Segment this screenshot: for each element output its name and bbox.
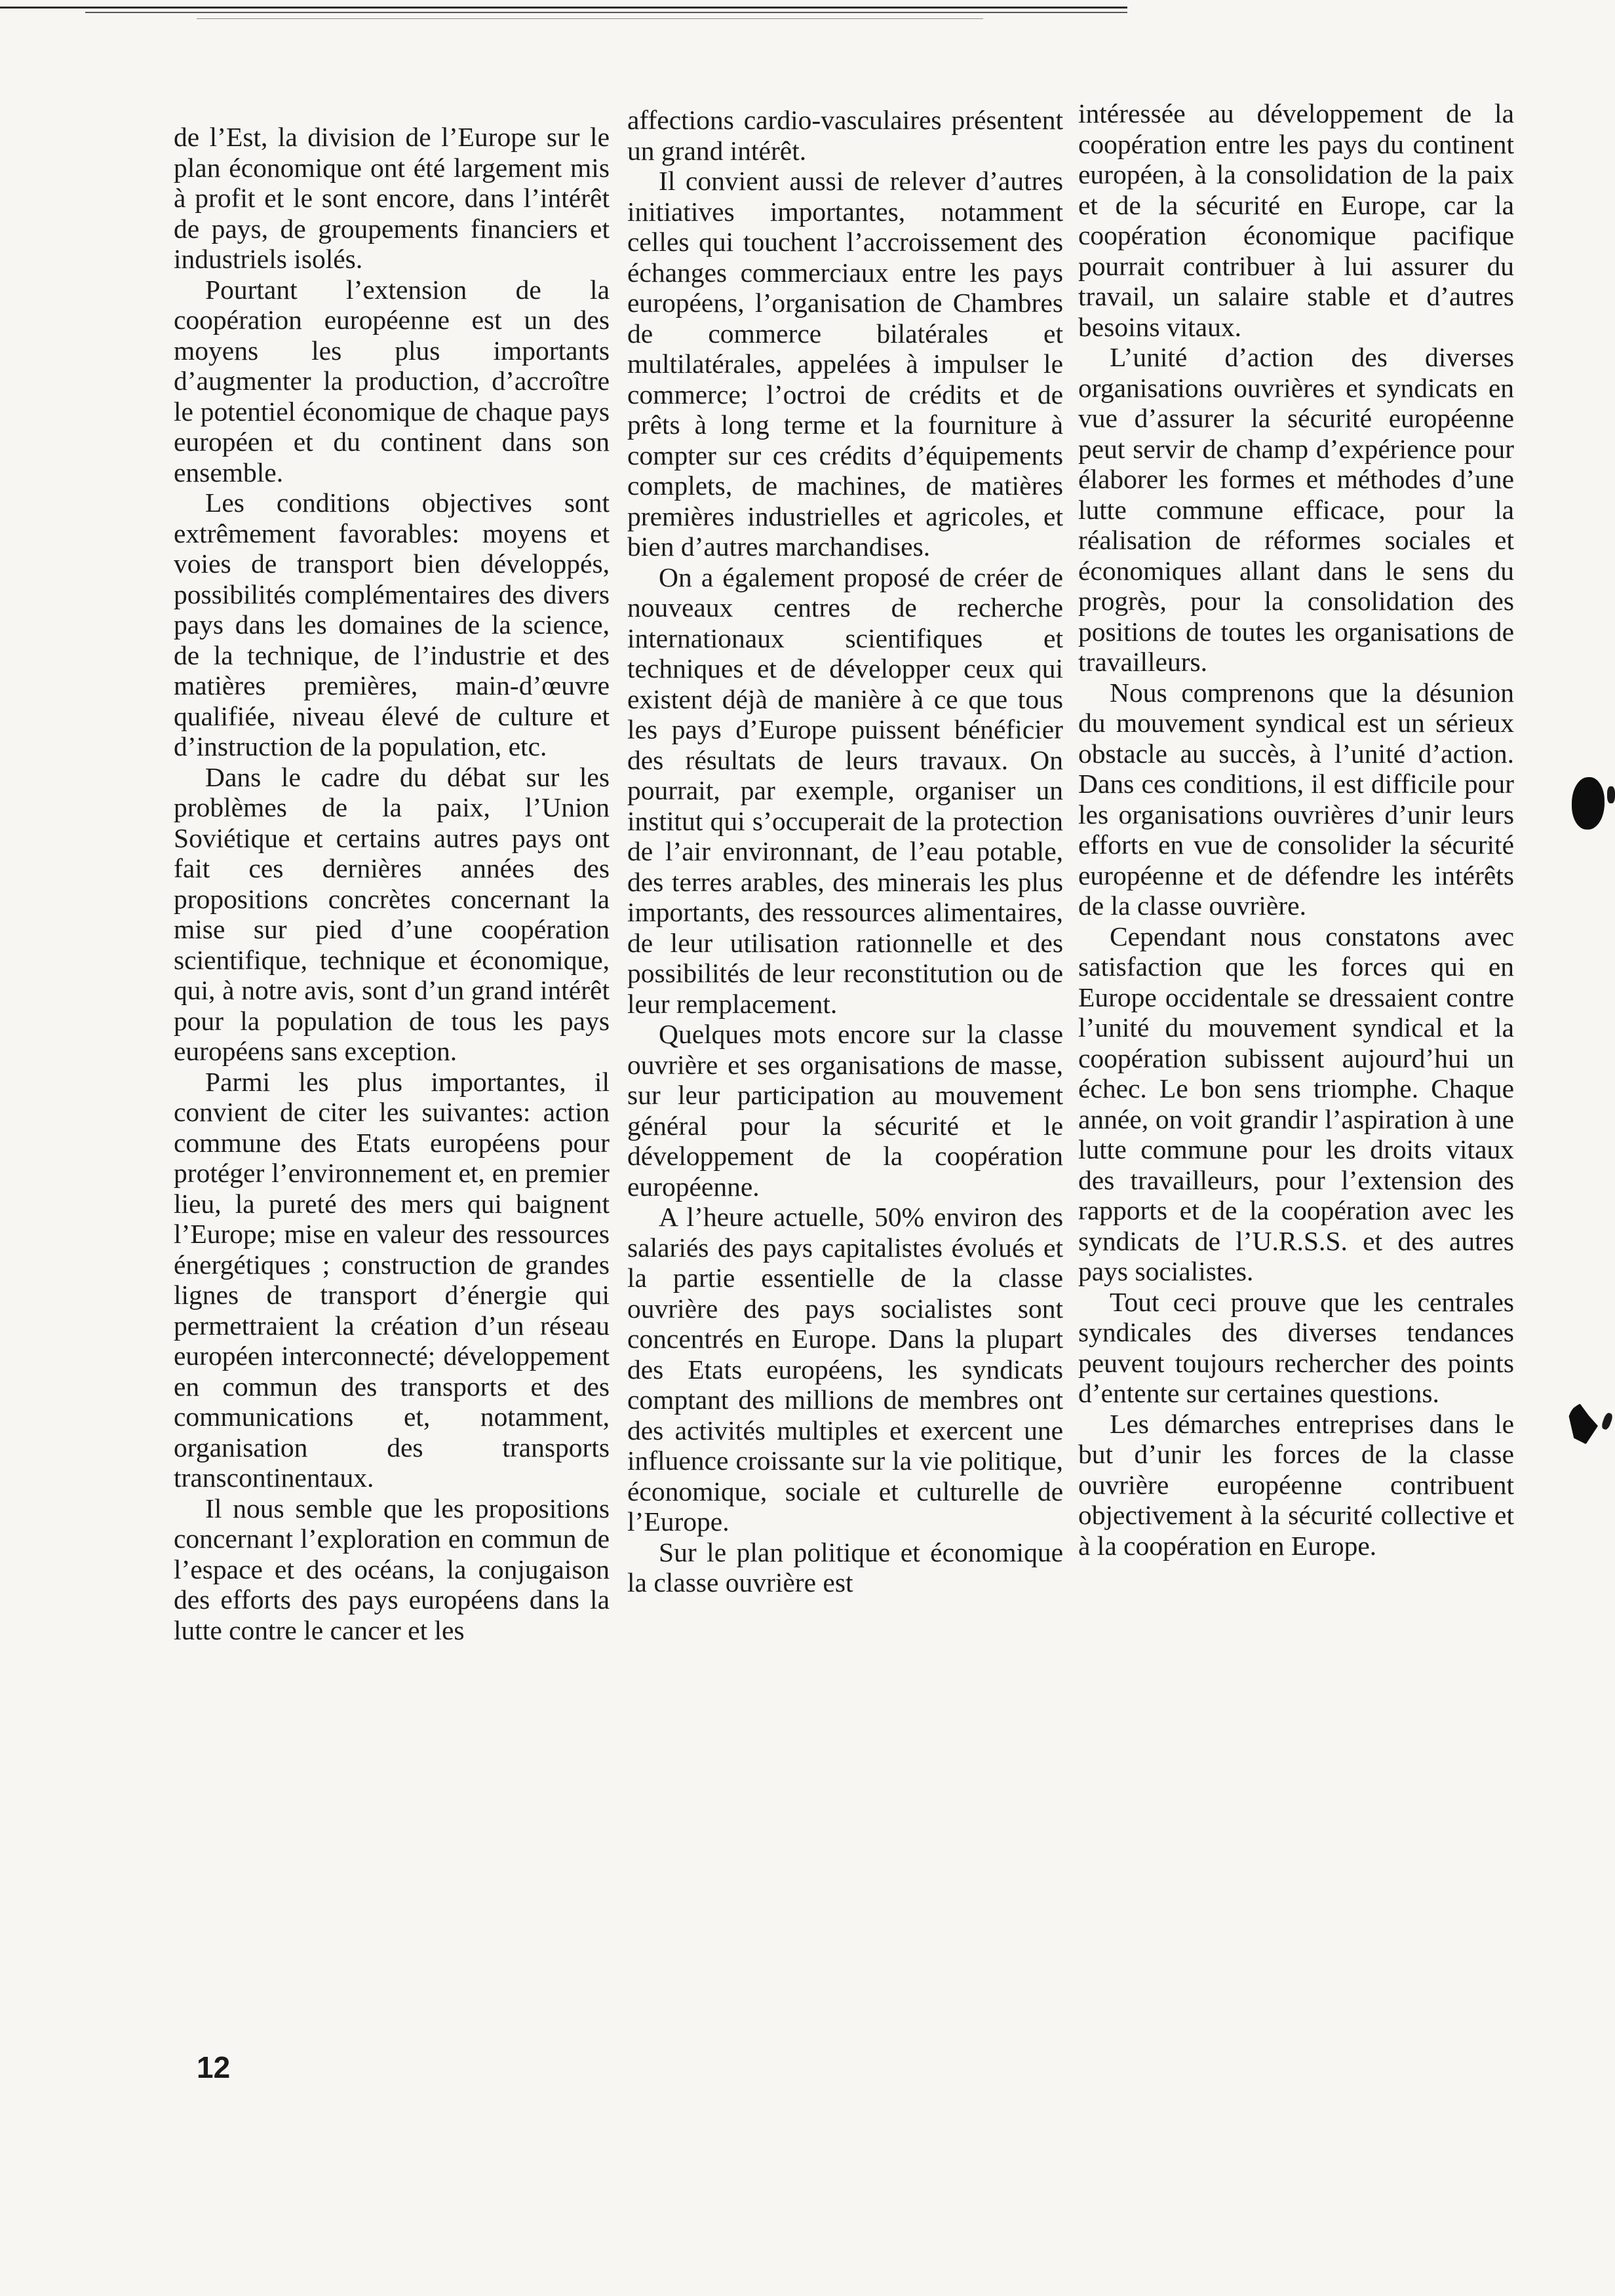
- text-column-1: [174, 122, 610, 1645]
- paragraph: Les démarches entreprises dans le but d’unir les forces de la classe ouvrière européenne contribuent objectivement à la sécurité collective et à la coopération en Europe.: [1078, 1408, 1514, 1561]
- paragraph: Il nous semble que les propositions concernant l’exploration en commun de l’espace et des océans, la conjugaison des efforts des pays européens dans la lutte contre le cancer et les: [174, 1493, 610, 1645]
- paragraph: affections cardio-vasculaires présentent un grand intérêt.: [627, 105, 1063, 166]
- text-column-2: [627, 105, 1063, 1598]
- paragraph: A l’heure actuelle, 50% environ des salariés des pays capitalistes évolués et la partie essentielle de la classe ouvrière des pays socialistes sont concentrés en Europe. Dans la plupart des Etats européens, les syndicats comptant des millions de membres ont des activités multiples et exercent une influence croissante sur la vie politique, économique, sociale et culturelle de l’Europe.: [627, 1202, 1063, 1537]
- paragraph: On a également proposé de créer de nouveaux centres de recherche internationaux scientifiques et techniques et de développer ceux qui existent déjà de manière à ce que tous les pays d’Europe puissent bénéficier des résultats de leurs travaux. On pourrait, par exemple, organiser un institut qui s’occuperait de la protection de l’air environnant, de l’eau potable, des terres arables, des minerais les plus importants, des ressources alimentaires, de leur utilisation rationnelle et des possibilités de leur reconstitution ou de leur remplacement.: [627, 562, 1063, 1019]
- paragraph: Tout ceci prouve que les centrales syndicales des diverses tendances peuvent toujours rechercher des points d’entente sur certaines questions.: [1078, 1286, 1514, 1408]
- paragraph: Il convient aussi de relever d’autres initiatives importantes, notamment celles qui touchent l’accroissement des échanges commerciaux entre les pays européens, l’organisation de Chambres de commerce bilatérales et multilatérales, appelées à impulser le commerce; l’octroi de crédits et de prêts à long terme et la fourniture à compter sur ces crédits d’équipements complets, de machines, de matières premières industrielles et agricoles, et bien d’autres marchandises.: [627, 166, 1063, 562]
- top-rule: [197, 18, 983, 19]
- text-column-3: [1078, 98, 1514, 1561]
- top-rule: [85, 12, 1127, 13]
- page-number: 12: [197, 2050, 231, 2084]
- binder-hole-mark: [1572, 777, 1605, 830]
- paragraph: Sur le plan politique et économique la classe ouvrière est: [627, 1537, 1063, 1598]
- paragraph: Nous comprenons que la désunion du mouvement syndical est un sérieux obstacle au succès, à l’unité d’action. Dans ces conditions, il est difficile pour les organisations ouvrières d’unir leurs efforts en vue de consolider la sécurité européenne et de défendre les intérêts de la classe ouvrière.: [1078, 677, 1514, 921]
- paragraph: Cependant nous constatons avec satisfaction que les forces qui en Europe occidentale se dressaient contre l’unité du mouvement syndical et la coopération subissent aujourd’hui un échec. Le bon sens triomphe. Chaque année, on voit grandir l’aspiration à une lutte commune pour les droits vitaux des travailleurs, pour l’extension des rapports et de la coopération avec les syndicats de l’U.R.S.S. et des autres pays socialistes.: [1078, 921, 1514, 1286]
- top-rule: [0, 7, 1127, 9]
- paragraph: Dans le cadre du débat sur les problèmes de la paix, l’Union Soviétique et certains autres pays ont fait ces dernières années des propositions concrètes concernant la mise sur pied d’une coopération scientifique, technique et économique, qui, à notre avis, sont d’un grand intérêt pour la population de tous les pays européens sans exception.: [174, 761, 610, 1066]
- paragraph: L’unité d’action des diverses organisations ouvrières et syndicats en vue d’assurer la sécurité européenne peut servir de champ d’expérience pour élaborer les formes et méthodes d’une lutte commune efficace, pour la réalisation de réformes sociales et économiques allant dans le sens du progrès, pour la consolidation des positions de toutes les organisations de travailleurs.: [1078, 342, 1514, 677]
- binder-hole-mark: [1601, 1412, 1614, 1431]
- paragraph: intéressée au développement de la coopération entre les pays du continent européen, à la consolidation de la paix et de la sécurité en Europe, car la coopération économique pacifique pourrait contribuer à lui assurer du travail, un salaire stable et d’autres besoins vitaux.: [1078, 98, 1514, 342]
- paragraph: Pourtant l’extension de la coopération européenne est un des moyens les plus importants d’augmenter la production, d’accroître le potentiel économique de chaque pays européen et du continent dans son ensemble.: [174, 274, 610, 488]
- paragraph: Parmi les plus importantes, il convient de citer les suivantes: action commune des Etats européens pour protéger l’environnement et, en premier lieu, la pureté des mers qui baignent l’Europe; mise en valeur des ressources énergétiques ; construction de grandes lignes de transport d’énergie qui permettraient la création d’un réseau européen interconnecté; développement en commun des transports et des communications et, notamment, organisation des transports transcontinentaux.: [174, 1066, 610, 1493]
- binder-hole-mark: [1568, 1404, 1598, 1444]
- binder-hole-mark: [1607, 786, 1615, 803]
- paragraph: Les conditions objectives sont extrêmement favorables: moyens et voies de transport bien développés, possibilités complémentaires des divers pays dans les domaines de la science, de la technique, de l’industrie et des matières premières, main-d’œuvre qualifiée, niveau élevé de culture et d’instruction de la population, etc.: [174, 488, 610, 761]
- paragraph: Quelques mots encore sur la classe ouvrière et ses organisations de masse, sur leur participation au mouvement général pour la sécurité et le développement de la coopération européenne.: [627, 1019, 1063, 1202]
- paragraph: de l’Est, la division de l’Europe sur le plan économique ont été largement mis à profit et le sont encore, dans l’intérêt de pays, de groupements financiers et industriels isolés.: [174, 122, 610, 274]
